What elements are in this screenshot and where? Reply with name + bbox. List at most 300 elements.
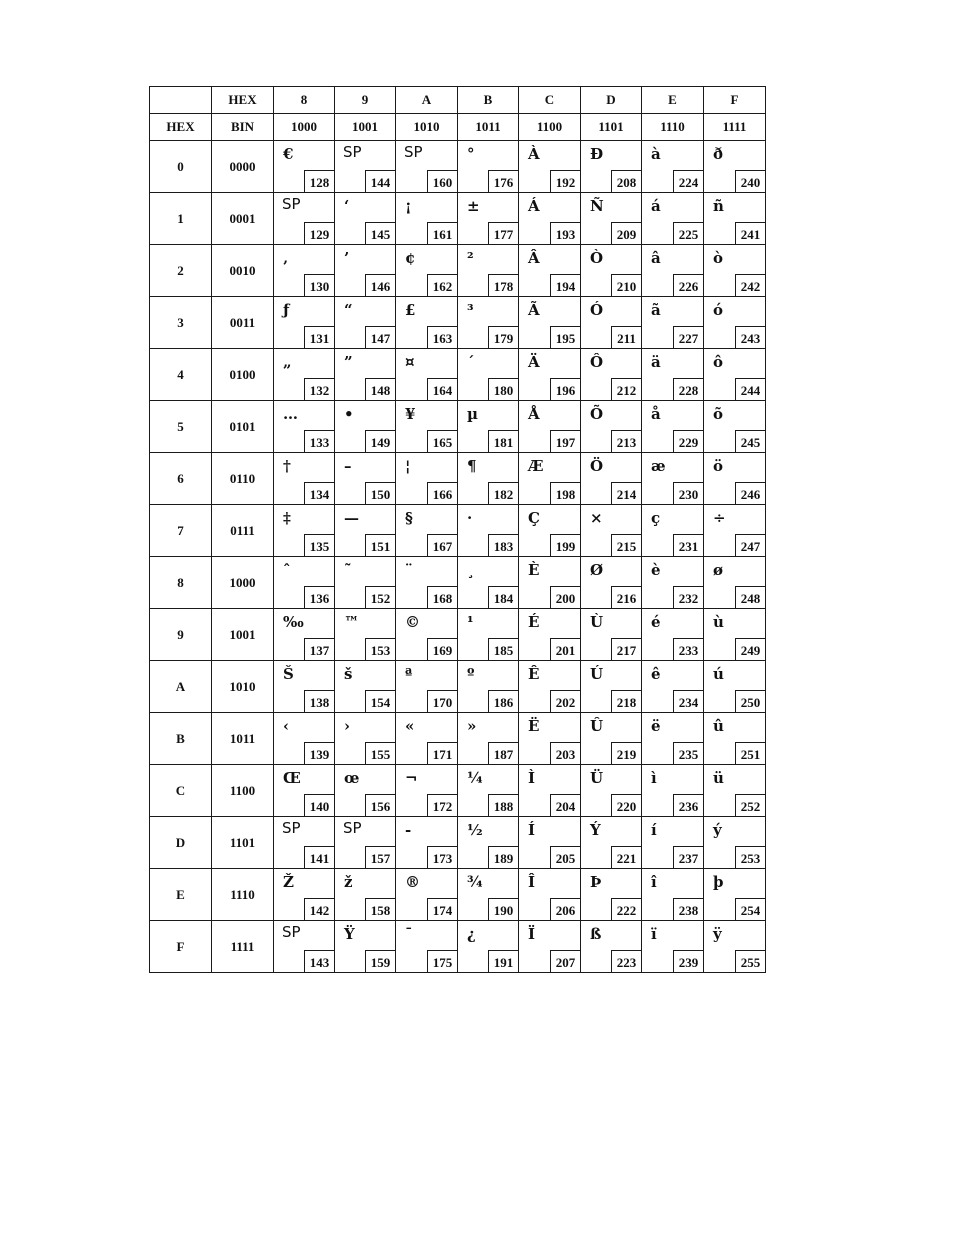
decimal-code-box: 186 bbox=[488, 690, 518, 712]
decimal-code-box: 158 bbox=[365, 898, 395, 920]
char-cell bbox=[335, 817, 396, 869]
decimal-code-box: 140 bbox=[304, 794, 334, 816]
char-cell bbox=[396, 713, 458, 765]
decimal-code-box: 255 bbox=[735, 950, 765, 972]
char-glyph: Ý bbox=[590, 821, 601, 839]
decimal-code-box: 239 bbox=[673, 950, 703, 972]
char-cell bbox=[458, 297, 519, 349]
row-bin-label: 0000 bbox=[212, 141, 274, 193]
char-glyph: Ø bbox=[590, 561, 604, 579]
decimal-code-box: 253 bbox=[735, 846, 765, 868]
char-cell bbox=[274, 557, 335, 609]
char-cell bbox=[335, 141, 396, 193]
decimal-code-box: 238 bbox=[673, 898, 703, 920]
column-bin-1010: 1010 bbox=[396, 114, 458, 141]
char-glyph: ” bbox=[344, 353, 353, 371]
char-cell bbox=[519, 817, 581, 869]
char-glyph: ä bbox=[651, 353, 661, 371]
decimal-code-box: 175 bbox=[427, 950, 457, 972]
table-row bbox=[150, 713, 766, 765]
decimal-code-box: 184 bbox=[488, 586, 518, 608]
decimal-code-box: 225 bbox=[673, 222, 703, 244]
char-cell bbox=[642, 713, 704, 765]
decimal-code-box: 154 bbox=[365, 690, 395, 712]
char-cell bbox=[519, 297, 581, 349]
char-glyph: Ö bbox=[590, 457, 604, 475]
char-cell bbox=[581, 609, 642, 661]
char-cell bbox=[335, 297, 396, 349]
decimal-code-box: 130 bbox=[304, 274, 334, 296]
char-cell bbox=[519, 713, 581, 765]
char-glyph: ê bbox=[651, 665, 661, 683]
decimal-code-box: 139 bbox=[304, 742, 334, 764]
char-glyph: µ bbox=[467, 405, 478, 423]
decimal-code-box: 193 bbox=[550, 222, 580, 244]
char-cell bbox=[335, 765, 396, 817]
table-row bbox=[150, 765, 766, 817]
char-glyph: ú bbox=[713, 665, 724, 683]
char-cell bbox=[704, 297, 766, 349]
decimal-code-box: 246 bbox=[735, 482, 765, 504]
decimal-code-box: 208 bbox=[611, 170, 641, 192]
char-cell bbox=[642, 661, 704, 713]
decimal-code-box: 245 bbox=[735, 430, 765, 452]
char-cell bbox=[704, 453, 766, 505]
char-cell bbox=[642, 193, 704, 245]
decimal-code-box: 169 bbox=[427, 638, 457, 660]
char-cell bbox=[519, 453, 581, 505]
char-glyph: ñ bbox=[713, 197, 724, 215]
char-cell bbox=[396, 817, 458, 869]
decimal-code-box: 215 bbox=[611, 534, 641, 556]
char-glyph: Á bbox=[528, 197, 540, 215]
char-glyph: › bbox=[344, 717, 350, 735]
decimal-code-box: 187 bbox=[488, 742, 518, 764]
char-cell bbox=[458, 401, 519, 453]
char-cell bbox=[581, 921, 642, 973]
row-hex-label: D bbox=[150, 817, 212, 869]
char-glyph: SP bbox=[282, 195, 301, 213]
decimal-code-box: 173 bbox=[427, 846, 457, 868]
decimal-code-box: 152 bbox=[365, 586, 395, 608]
char-glyph: ¿ bbox=[467, 925, 476, 943]
char-cell bbox=[581, 245, 642, 297]
char-cell bbox=[458, 869, 519, 921]
decimal-code-box: 217 bbox=[611, 638, 641, 660]
char-cell bbox=[396, 193, 458, 245]
char-cell bbox=[704, 765, 766, 817]
char-glyph: SP bbox=[282, 819, 301, 837]
char-cell bbox=[335, 869, 396, 921]
char-cell bbox=[581, 349, 642, 401]
char-glyph: Ï bbox=[528, 925, 536, 943]
table-row bbox=[150, 921, 766, 973]
char-cell bbox=[274, 713, 335, 765]
row-bin-label: 1000 bbox=[212, 557, 274, 609]
row-bin-label: 0110 bbox=[212, 453, 274, 505]
decimal-code-box: 214 bbox=[611, 482, 641, 504]
decimal-code-box: 136 bbox=[304, 586, 334, 608]
column-bin-1000: 1000 bbox=[274, 114, 335, 141]
decimal-code-box: 137 bbox=[304, 638, 334, 660]
char-glyph: Å bbox=[528, 405, 540, 423]
char-cell bbox=[274, 349, 335, 401]
char-glyph: ½ bbox=[467, 821, 483, 839]
char-cell bbox=[274, 141, 335, 193]
row-bin-label: 1001 bbox=[212, 609, 274, 661]
char-cell bbox=[396, 557, 458, 609]
char-glyph: € bbox=[283, 145, 294, 163]
char-cell bbox=[519, 401, 581, 453]
decimal-code-box: 227 bbox=[673, 326, 703, 348]
column-bin-1001: 1001 bbox=[335, 114, 396, 141]
char-cell bbox=[396, 765, 458, 817]
row-hex-label: 5 bbox=[150, 401, 212, 453]
char-cell bbox=[274, 505, 335, 557]
decimal-code-box: 249 bbox=[735, 638, 765, 660]
char-cell bbox=[704, 661, 766, 713]
decimal-code-box: 223 bbox=[611, 950, 641, 972]
decimal-code-box: 185 bbox=[488, 638, 518, 660]
decimal-code-box: 205 bbox=[550, 846, 580, 868]
char-glyph: Þ bbox=[590, 873, 602, 891]
char-cell bbox=[642, 921, 704, 973]
char-glyph: ž bbox=[344, 873, 353, 891]
header-row-bin bbox=[150, 114, 766, 141]
column-hex-9: 9 bbox=[335, 87, 396, 114]
char-glyph: û bbox=[713, 717, 724, 735]
table-row bbox=[150, 661, 766, 713]
row-hex-label: 8 bbox=[150, 557, 212, 609]
decimal-code-box: 163 bbox=[427, 326, 457, 348]
table-row bbox=[150, 401, 766, 453]
char-glyph: ß bbox=[590, 925, 602, 943]
char-glyph: º bbox=[467, 665, 475, 683]
char-glyph: ö bbox=[713, 457, 724, 475]
char-glyph: Đ bbox=[590, 145, 604, 163]
decimal-code-box: 188 bbox=[488, 794, 518, 816]
column-bin-1101: 1101 bbox=[581, 114, 642, 141]
char-glyph: Û bbox=[590, 717, 604, 735]
row-hex-label: 0 bbox=[150, 141, 212, 193]
char-glyph: ± bbox=[467, 197, 480, 215]
decimal-code-box: 252 bbox=[735, 794, 765, 816]
table-row bbox=[150, 609, 766, 661]
char-cell bbox=[274, 661, 335, 713]
char-cell bbox=[519, 557, 581, 609]
decimal-code-box: 176 bbox=[488, 170, 518, 192]
char-glyph: ì bbox=[651, 769, 657, 787]
char-cell bbox=[642, 453, 704, 505]
char-glyph: ÷ bbox=[713, 509, 726, 527]
char-glyph: ¶ bbox=[467, 457, 477, 475]
char-glyph: ‚ bbox=[283, 249, 289, 267]
char-glyph: ¨ bbox=[405, 561, 413, 579]
column-bin-1100: 1100 bbox=[519, 114, 581, 141]
char-cell bbox=[396, 349, 458, 401]
char-glyph: å bbox=[651, 405, 661, 423]
char-glyph: ü bbox=[713, 769, 724, 787]
char-cell bbox=[642, 609, 704, 661]
row-bin-label: 0111 bbox=[212, 505, 274, 557]
row-bin-label: 0011 bbox=[212, 297, 274, 349]
char-cell bbox=[642, 401, 704, 453]
char-glyph: ù bbox=[713, 613, 724, 631]
char-cell bbox=[519, 193, 581, 245]
char-glyph: – bbox=[344, 457, 352, 475]
decimal-code-box: 192 bbox=[550, 170, 580, 192]
decimal-code-box: 191 bbox=[488, 950, 518, 972]
decimal-code-box: 202 bbox=[550, 690, 580, 712]
char-glyph: ‹ bbox=[283, 717, 289, 735]
decimal-code-box: 153 bbox=[365, 638, 395, 660]
char-cell bbox=[274, 609, 335, 661]
decimal-code-box: 220 bbox=[611, 794, 641, 816]
char-cell bbox=[335, 401, 396, 453]
char-glyph: SP bbox=[404, 143, 423, 161]
decimal-code-box: 203 bbox=[550, 742, 580, 764]
char-cell bbox=[274, 869, 335, 921]
char-cell bbox=[642, 505, 704, 557]
char-cell bbox=[642, 817, 704, 869]
decimal-code-box: 128 bbox=[304, 170, 334, 192]
table-row bbox=[150, 505, 766, 557]
char-cell bbox=[396, 453, 458, 505]
char-cell bbox=[396, 869, 458, 921]
char-cell bbox=[704, 245, 766, 297]
char-glyph: Â bbox=[528, 249, 540, 267]
char-glyph: ³ bbox=[467, 301, 474, 319]
char-glyph: × bbox=[590, 509, 603, 527]
decimal-code-box: 189 bbox=[488, 846, 518, 868]
char-glyph: SP bbox=[282, 923, 301, 941]
decimal-code-box: 180 bbox=[488, 378, 518, 400]
char-glyph: ¤ bbox=[405, 353, 415, 371]
table-row bbox=[150, 869, 766, 921]
decimal-code-box: 178 bbox=[488, 274, 518, 296]
table-row bbox=[150, 141, 766, 193]
char-cell bbox=[335, 193, 396, 245]
char-glyph: ó bbox=[713, 301, 724, 319]
table-row bbox=[150, 297, 766, 349]
decimal-code-box: 132 bbox=[304, 378, 334, 400]
char-cell bbox=[704, 505, 766, 557]
table-body bbox=[150, 87, 766, 973]
bin-header-label: BIN bbox=[212, 114, 274, 141]
decimal-code-box: 229 bbox=[673, 430, 703, 452]
char-glyph: ‡ bbox=[283, 509, 291, 527]
table-row bbox=[150, 349, 766, 401]
char-glyph: ç bbox=[651, 509, 661, 527]
char-glyph: © bbox=[405, 613, 420, 631]
decimal-code-box: 171 bbox=[427, 742, 457, 764]
row-hex-header-label: HEX bbox=[150, 114, 212, 141]
char-glyph: á bbox=[651, 197, 661, 215]
char-cell bbox=[396, 245, 458, 297]
char-cell bbox=[519, 921, 581, 973]
decimal-code-box: 160 bbox=[427, 170, 457, 192]
char-glyph: ² bbox=[467, 249, 474, 267]
char-cell bbox=[642, 141, 704, 193]
char-cell bbox=[396, 297, 458, 349]
char-glyph: — bbox=[344, 509, 359, 527]
char-glyph: » bbox=[467, 717, 477, 735]
char-glyph: ° bbox=[467, 145, 475, 163]
column-hex-b: B bbox=[458, 87, 519, 114]
decimal-code-box: 182 bbox=[488, 482, 518, 504]
decimal-code-box: 251 bbox=[735, 742, 765, 764]
decimal-code-box: 236 bbox=[673, 794, 703, 816]
char-cell bbox=[519, 349, 581, 401]
decimal-code-box: 206 bbox=[550, 898, 580, 920]
char-glyph: ô bbox=[713, 353, 724, 371]
char-cell bbox=[704, 609, 766, 661]
char-glyph: ¢ bbox=[405, 249, 416, 267]
decimal-code-box: 167 bbox=[427, 534, 457, 556]
char-cell bbox=[704, 817, 766, 869]
char-glyph: • bbox=[344, 405, 354, 423]
row-hex-label: 1 bbox=[150, 193, 212, 245]
decimal-code-box: 166 bbox=[427, 482, 457, 504]
row-bin-label: 1100 bbox=[212, 765, 274, 817]
decimal-code-box: 135 bbox=[304, 534, 334, 556]
char-glyph: Š bbox=[283, 665, 294, 683]
char-glyph: Ž bbox=[283, 873, 294, 891]
char-glyph: Ê bbox=[528, 665, 540, 683]
char-cell bbox=[704, 401, 766, 453]
char-cell bbox=[396, 661, 458, 713]
char-cell bbox=[704, 557, 766, 609]
char-glyph: “ bbox=[344, 301, 353, 319]
char-glyph: î bbox=[651, 873, 657, 891]
decimal-code-box: 235 bbox=[673, 742, 703, 764]
corner-cell bbox=[150, 87, 212, 114]
decimal-code-box: 174 bbox=[427, 898, 457, 920]
char-cell bbox=[581, 713, 642, 765]
char-cell bbox=[704, 713, 766, 765]
decimal-code-box: 172 bbox=[427, 794, 457, 816]
decimal-code-box: 148 bbox=[365, 378, 395, 400]
table-row bbox=[150, 193, 766, 245]
decimal-code-box: 210 bbox=[611, 274, 641, 296]
decimal-code-box: 196 bbox=[550, 378, 580, 400]
char-glyph: Ç bbox=[528, 509, 540, 527]
decimal-code-box: 183 bbox=[488, 534, 518, 556]
char-glyph: ¹ bbox=[467, 613, 474, 631]
column-hex-e: E bbox=[642, 87, 704, 114]
column-hex-8: 8 bbox=[274, 87, 335, 114]
char-glyph: Ä bbox=[528, 353, 540, 371]
char-cell bbox=[458, 713, 519, 765]
char-cell bbox=[519, 609, 581, 661]
char-glyph: ˆ bbox=[283, 561, 291, 579]
char-cell bbox=[274, 817, 335, 869]
char-cell bbox=[458, 453, 519, 505]
char-cell bbox=[274, 453, 335, 505]
char-glyph: Ü bbox=[590, 769, 604, 787]
decimal-code-box: 157 bbox=[365, 846, 395, 868]
char-glyph: Ã bbox=[528, 301, 540, 319]
char-glyph: è bbox=[651, 561, 661, 579]
decimal-code-box: 147 bbox=[365, 326, 395, 348]
decimal-code-box: 231 bbox=[673, 534, 703, 556]
char-glyph: ÿ bbox=[713, 925, 722, 943]
char-glyph: ¥ bbox=[405, 405, 416, 423]
char-cell bbox=[335, 453, 396, 505]
char-cell bbox=[704, 193, 766, 245]
decimal-code-box: 244 bbox=[735, 378, 765, 400]
char-glyph: ¼ bbox=[467, 769, 483, 787]
character-code-table bbox=[149, 86, 766, 973]
char-glyph: ‰ bbox=[283, 613, 304, 631]
char-glyph: â bbox=[651, 249, 661, 267]
decimal-code-box: 198 bbox=[550, 482, 580, 504]
char-glyph: ¸ bbox=[467, 561, 475, 579]
char-cell bbox=[458, 921, 519, 973]
char-cell bbox=[274, 245, 335, 297]
decimal-code-box: 254 bbox=[735, 898, 765, 920]
char-cell bbox=[274, 765, 335, 817]
decimal-code-box: 161 bbox=[427, 222, 457, 244]
decimal-code-box: 228 bbox=[673, 378, 703, 400]
table-row bbox=[150, 453, 766, 505]
row-hex-label: E bbox=[150, 869, 212, 921]
char-glyph: ø bbox=[713, 561, 724, 579]
char-cell bbox=[396, 505, 458, 557]
decimal-code-box: 179 bbox=[488, 326, 518, 348]
char-glyph: í bbox=[651, 821, 657, 839]
row-hex-label: 3 bbox=[150, 297, 212, 349]
decimal-code-box: 247 bbox=[735, 534, 765, 556]
decimal-code-box: 164 bbox=[427, 378, 457, 400]
decimal-code-box: 218 bbox=[611, 690, 641, 712]
char-cell bbox=[396, 141, 458, 193]
row-bin-label: 0010 bbox=[212, 245, 274, 297]
row-bin-label: 1101 bbox=[212, 817, 274, 869]
char-glyph: é bbox=[651, 613, 661, 631]
decimal-code-box: 250 bbox=[735, 690, 765, 712]
decimal-code-box: 165 bbox=[427, 430, 457, 452]
decimal-code-box: 143 bbox=[304, 950, 334, 972]
decimal-code-box: 248 bbox=[735, 586, 765, 608]
char-glyph: „ bbox=[283, 353, 292, 371]
char-cell bbox=[642, 245, 704, 297]
column-hex-c: C bbox=[519, 87, 581, 114]
char-glyph: ã bbox=[651, 301, 661, 319]
char-cell bbox=[581, 661, 642, 713]
char-cell bbox=[581, 765, 642, 817]
char-glyph: Ÿ bbox=[344, 925, 355, 943]
decimal-code-box: 129 bbox=[304, 222, 334, 244]
decimal-code-box: 222 bbox=[611, 898, 641, 920]
row-bin-label: 0001 bbox=[212, 193, 274, 245]
char-glyph: SP bbox=[343, 819, 362, 837]
row-hex-label: 7 bbox=[150, 505, 212, 557]
decimal-code-box: 155 bbox=[365, 742, 395, 764]
char-glyph: SP bbox=[343, 143, 362, 161]
char-cell bbox=[458, 245, 519, 297]
char-glyph: £ bbox=[405, 301, 416, 319]
char-glyph: Ò bbox=[590, 249, 604, 267]
char-cell bbox=[581, 141, 642, 193]
decimal-code-box: 213 bbox=[611, 430, 641, 452]
char-cell bbox=[519, 765, 581, 817]
decimal-code-box: 134 bbox=[304, 482, 334, 504]
decimal-code-box: 177 bbox=[488, 222, 518, 244]
decimal-code-box: 232 bbox=[673, 586, 703, 608]
char-glyph: § bbox=[405, 509, 413, 527]
decimal-code-box: 181 bbox=[488, 430, 518, 452]
